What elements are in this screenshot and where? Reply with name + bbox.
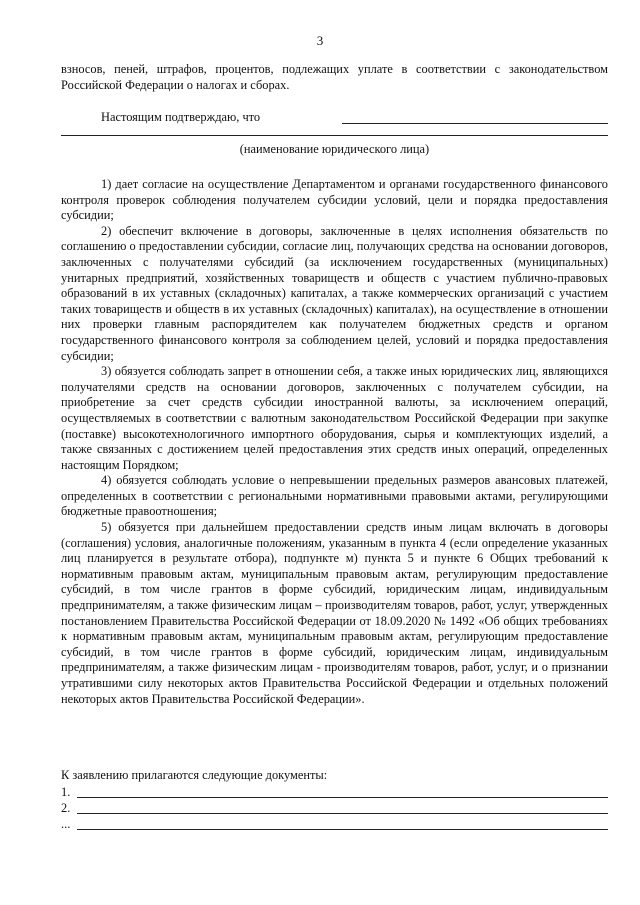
- intro-paragraph: [61, 62, 608, 93]
- confirm-label: Настоящим подтверждаю, что: [101, 110, 261, 124]
- attachment-row-more: [61, 817, 608, 833]
- confirm-line: [61, 110, 608, 128]
- obligation-item-1: 1) дает согласие на осуществление Департаментом и органами государственного финансового контроля проверок соблюдения получателем субсидии условий, цели и порядка предоставления субсидии;: [61, 177, 608, 223]
- attachment-number: 2.: [61, 801, 71, 815]
- attachment-row-1: [61, 785, 608, 801]
- page-number: 3: [316, 33, 324, 48]
- entity-name-blank: [342, 123, 608, 124]
- attachment-number: ...: [61, 817, 71, 831]
- attachment-row-2: [61, 801, 608, 817]
- obligation-item-3: 3) обязуется соблюдать запрет в отношении себя, а также иных юридических лиц, являющихся получателями средств на основании договоров, заключенных с получателем субсидии, на приобретение за счет средств субсидии иностранной валюты, за исключением операций, осуществляемых в соответствии с валютным законодательством Российской Федерации при закупке (поставке) высокотехнологичного импортного оборудования, сырья и комплектующих изделий, а также связанных с достижением целей предоставления этих средств иных операций, определенных настоящим Порядком;: [61, 364, 608, 472]
- obligation-item-5: 5) обязуется при дальнейшем предоставлении средств иным лицам включать в договоры (соглашения) условия, аналогичные положениям, указанным в пункта 4 (если определение указанных лиц планируется в результате отбора), подпункте м) пункта 5 и пункте 6 Общих требований к нормативным правовым актам, муниципальным правовым актам, регулирующим предоставление субсидий, в том числе грантов в форме субсидий, юридическим лицам, индивидуальным предпринимателям, а также физическим лицам – производителям товаров, работ, услуг, утвержденных постановлением Правительства Российской Федерации от 18.09.2020 № 1492 «Об общих требованиях к нормативным правовым актам, муниципальным правовым актам, регулирующим предоставление субсидий, в том числе грантов в форме субсидий, юридическим лицам, индивидуальным предпринимателям, а также физическим лицам - производителям товаров, работ, услуг, и о признании утратившими силу некоторых актов Правительства Российской Федерации и отдельных положений некоторых актов Правительства Российской Федерации».: [61, 520, 608, 706]
- intro-text: взносов, пеней, штрафов, процентов, подлежащих уплате в соответствии с законодательством Российской Федерации о налогах и сборах.: [61, 62, 608, 92]
- attachment-blank: [77, 829, 608, 830]
- entity-name-blank-line: [61, 135, 608, 136]
- obligation-item-4: 4) обязуется соблюдать условие о непревышении предельных размеров авансовых платежей, определенных в соответствии с региональными нормативными правовыми актами, регулирующими бюджетные правоотношения;: [61, 473, 608, 519]
- entity-caption: (наименование юридического лица): [239, 142, 430, 156]
- obligation-item-2: 2) обеспечит включение в договоры, заключенные в целях исполнения обязательств по соглашению о предоставлении субсидии, согласие лиц, получающих средства на основании договоров, заключенных с получателями субсидий (за исключением государственных (муниципальных) унитарных предприятий, хозяйственных товариществ и обществ с участием публично-правовых образований в их уставных (складочных) капиталах, а также коммерческих организаций с участием таких товариществ и обществ в их уставных (складочных) капиталах), на осуществление в отношении них проверки главным распорядителем как получателем бюджетных средств и органом государственного финансового контроля за соблюдением целей, условий и порядка предоставления субсидии;: [61, 223, 608, 363]
- attachment-blank: [77, 813, 608, 814]
- attachment-blank: [77, 797, 608, 798]
- attachment-number: 1.: [61, 785, 71, 799]
- attachments-title: К заявлению прилагаются следующие документы:: [61, 768, 328, 782]
- obligations-list: [61, 177, 608, 707]
